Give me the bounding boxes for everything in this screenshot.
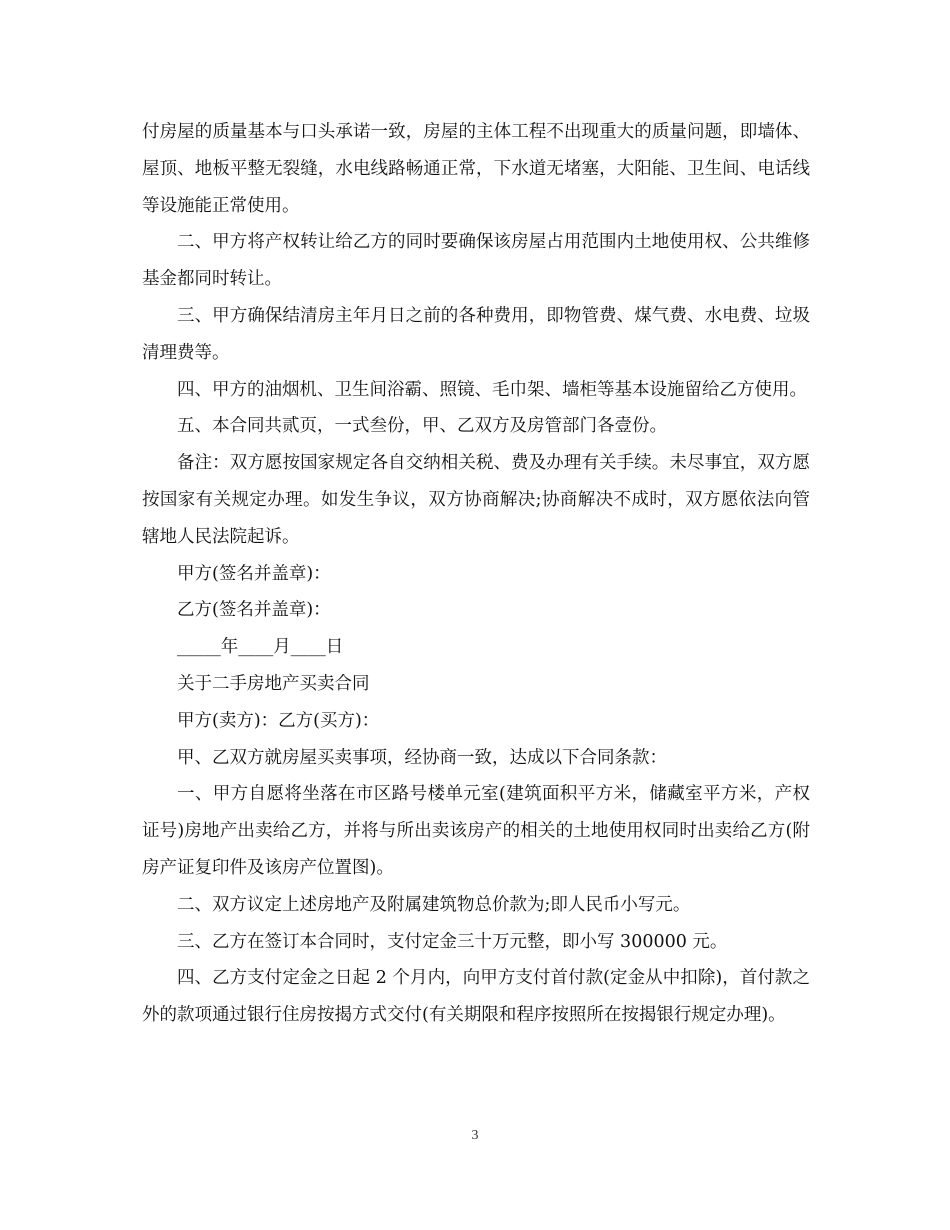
contract-title: 关于二手房地产买卖合同 (177, 673, 370, 694)
signature-line-party-a: 甲方(签名并盖章)： (177, 563, 331, 584)
paragraph: 四、甲方的油烟机、卫生间浴霸、照镜、毛巾架、墙柜等基本设施留给乙方使用。 (177, 379, 807, 400)
signature-line-party-b: 乙方(签名并盖章)： (177, 600, 331, 621)
paragraph: 三、甲方确保结清房主年月日之前的各种费用，即物管费、煤气费、水电费、垃圾清理费等。 (142, 305, 810, 363)
paragraph: 二、甲方将产权转让给乙方的同时要确保该房屋占用范围内土地使用权、公共维修基金都同时转让。 (142, 232, 810, 290)
paragraph: 备注：双方愿按国家规定各自交纳相关税、费及办理有关手续。未尽事宜，双方愿按国家有关规定办理。如发生争议，双方协商解决;协商解决不成时，双方愿依法向管辖地人民法院起诉。 (142, 453, 810, 547)
paragraph: 四、乙方支付定金之日起 2 个月内，向甲方支付首付款(定金从中扣除)，首付款之外的款项通过银行住房按揭方式交付(有关期限和程序按照所在按揭银行规定办理)。 (142, 968, 810, 1026)
paragraph: 一、甲方自愿将坐落在市区路号楼单元室(建筑面积平方米，储藏室平方米，产权证号)房地产出卖给乙方，并将与所出卖该房产的相关的土地使用权同时出卖给乙方(附房产证复印件及该房产位置图)。 (142, 784, 810, 878)
paragraph: 二、双方议定上述房地产及附属建筑物总价款为;即人民币小写元。 (177, 894, 691, 915)
paragraph: 三、乙方在签订本合同时，支付定金三十万元整，即小写 300000 元。 (177, 931, 728, 952)
paragraph: 五、本合同共贰页，一式叁份，甲、乙双方及房管部门各壹份。 (177, 416, 667, 437)
paragraph: 付房屋的质量基本与口头承诺一致，房屋的主体工程不出现重大的质量问题，即墙体、屋顶、地板平整无裂缝，水电线路畅通正常，下水道无堵塞，大阳能、卫生间、电话线等设施能正常使用。 (142, 122, 810, 216)
document-body (142, 114, 810, 1034)
page-number: 3 (471, 1128, 479, 1143)
date-line: _____年____月____日 (177, 637, 344, 658)
parties-line: 甲方(卖方)：乙方(买方)： (177, 710, 380, 731)
paragraph: 甲、乙双方就房屋买卖事项，经协商一致，达成以下合同条款： (177, 747, 667, 768)
